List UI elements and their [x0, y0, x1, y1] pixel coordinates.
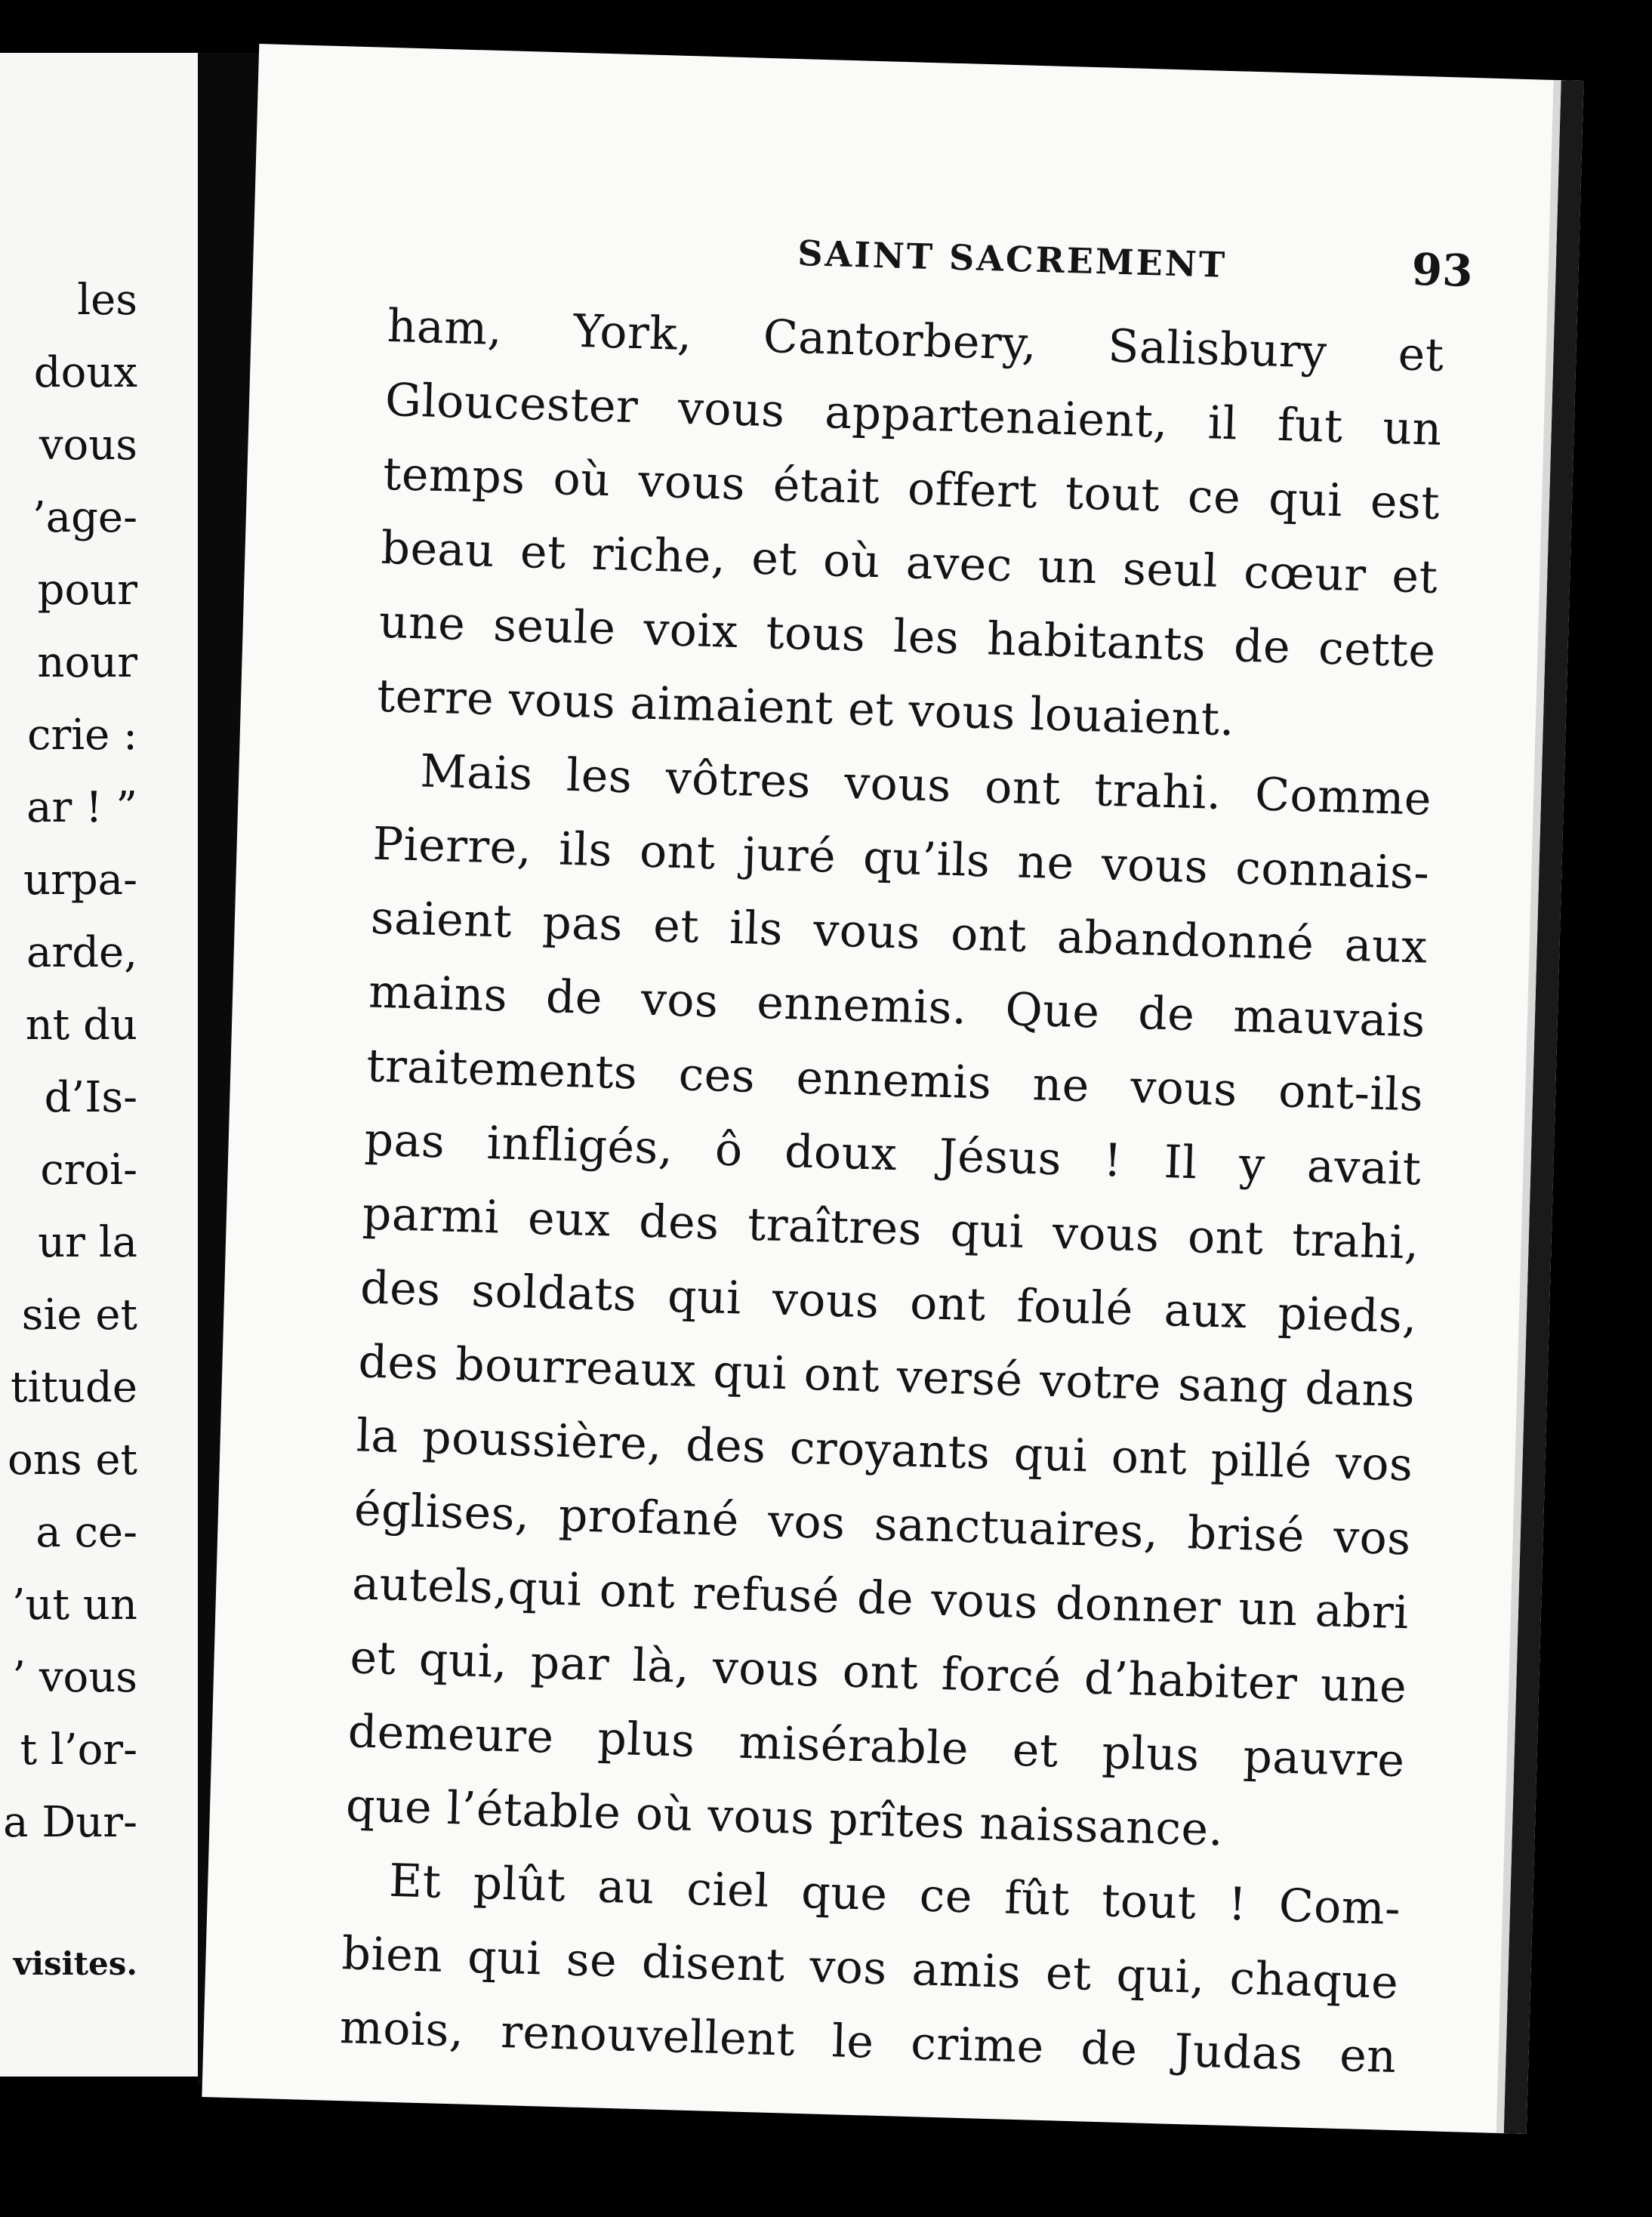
page-edge [1496, 80, 1561, 2133]
left-page-line: ’ vous [12, 1653, 137, 1702]
text-line: des bourreaux qui ont versé votre sang dans [357, 1335, 1416, 1418]
text-line: la poussière, des croyants qui ont pillé vos [355, 1409, 1414, 1492]
left-page-line: nt du [25, 1001, 137, 1050]
left-page-line: nour [37, 638, 137, 687]
text-line: mains de vos ennemis. Que de mauvais [368, 965, 1426, 1048]
text-line: une seule voix tous les habitants de cette [378, 595, 1437, 678]
text-line: parmi eux des traîtres qui vous ont trahi, [362, 1187, 1420, 1270]
text-line: autels,qui ont refusé de vous donner un abri [351, 1557, 1410, 1640]
running-head: SAINT SACREMENT [797, 233, 1228, 285]
text-line: ham, York, Cantorbery, Salisbury et [386, 299, 1445, 382]
left-page-line: ur la [38, 1218, 137, 1267]
body-text [339, 289, 1445, 2094]
left-page-line: les [77, 276, 137, 325]
left-page-line: urpa- [23, 856, 137, 905]
page-number: 93 [1410, 243, 1474, 298]
text-line: églises, profané vos sanctuaires, brisé vos [353, 1483, 1412, 1566]
text-line: bien qui se disent vos amis et qui, chaque [341, 1927, 1400, 2010]
left-page-line: arde, [26, 928, 137, 977]
book-page [202, 44, 1583, 2134]
left-page-line: titude [11, 1363, 137, 1412]
left-page-line: d’Is- [44, 1073, 137, 1122]
left-page-line: ’age- [32, 493, 137, 542]
text-line: Mais les vôtres vous ont trahi. Comme [419, 745, 1432, 826]
text-line: pas infligés, ô doux Jésus ! Il y avait [363, 1113, 1422, 1196]
text-line: beau et riche, et où avec un seul cœur et [380, 521, 1439, 604]
left-page-line: a ce- [35, 1508, 137, 1557]
left-page-line: ar ! ” [26, 783, 137, 832]
left-page-line: ’ut un [11, 1580, 137, 1630]
text-line: des soldats qui vous ont foulé aux pieds, [359, 1261, 1418, 1344]
text-line: que l’étable où vous prîtes naissance. [345, 1779, 1225, 1857]
left-facing-page [0, 53, 227, 2077]
text-line: et qui, par là, vous ont forcé d’habiter une [349, 1631, 1408, 1714]
left-page-line: t l’or- [20, 1725, 137, 1775]
left-page-line: crie : [27, 711, 137, 760]
left-page-line: vous [39, 421, 137, 470]
text-line: demeure plus misérable et plus pauvre [347, 1705, 1406, 1788]
text-line: saient pas et ils vous ont abandonné aux [370, 891, 1429, 974]
left-page-line: croi- [40, 1146, 137, 1195]
left-page-footer: visites. [13, 1945, 137, 1982]
left-page-line: ons et [8, 1435, 137, 1485]
text-line: traitements ces ennemis ne vous ont-ils [365, 1039, 1425, 1122]
text-line: temps où vous était offert tout ce qui est [382, 447, 1441, 530]
left-page-line: pour [37, 566, 137, 615]
text-line: mois, renouvellent le crime de Judas en [339, 2001, 1398, 2084]
text-line: Pierre, ils ont juré qu’ils ne vous connais- [371, 817, 1431, 900]
text-line: Gloucester vous appartenaient, il fut un [384, 373, 1443, 456]
left-page-line: a Dur- [3, 1798, 137, 1847]
text-line: terre vous aimaient et vous louaient. [376, 669, 1236, 747]
left-page-line: doux [33, 348, 137, 397]
left-page-line: sie et [21, 1290, 137, 1340]
text-line: Et plût au ciel que ce fût tout ! Com- [388, 1854, 1401, 1936]
